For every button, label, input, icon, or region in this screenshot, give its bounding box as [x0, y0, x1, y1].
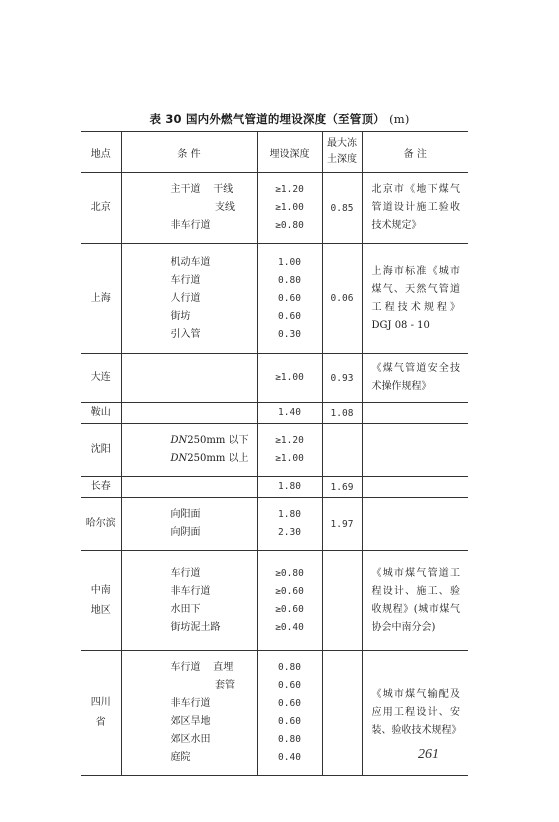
cell-condition	[121, 424, 257, 477]
condition-line: 庭院	[170, 752, 191, 763]
table-row	[81, 424, 468, 477]
depth-value: ≥0.80	[275, 220, 304, 231]
cell-frost-depth	[322, 551, 362, 651]
dn-symbol: DN	[170, 453, 188, 464]
header-frost-line1: 最大冻	[327, 138, 357, 149]
cell-place	[81, 651, 121, 776]
cell-condition	[121, 403, 257, 424]
depth-value: 0.60	[278, 310, 301, 322]
page-number: 261	[418, 747, 439, 762]
depth-value: 1.80	[278, 509, 301, 520]
cell-condition	[121, 651, 257, 776]
table-row	[81, 498, 468, 551]
burial-depth-table	[81, 131, 468, 776]
condition-line: 向阴面	[170, 527, 201, 538]
header-place: 地点	[81, 132, 121, 173]
cell-note: 《城市煤气管道工程设计、施工、验收规程》(城市煤气协会中南分会)	[362, 551, 468, 651]
cell-frost-depth: 1.97	[322, 498, 362, 551]
cell-note: 《煤气管道安全技术操作规程》	[362, 354, 468, 403]
depth-value: 1.00	[278, 256, 301, 268]
depth-value: 0.60	[278, 698, 301, 709]
condition-line: 套管	[170, 680, 236, 691]
depth-value: 1.40	[278, 407, 301, 418]
place-text: 上海	[90, 292, 111, 304]
place-text: 北京	[90, 202, 111, 213]
condition-line: 水田下	[170, 603, 201, 615]
depth-value: ≥1.00	[275, 453, 304, 464]
table-row	[81, 354, 468, 403]
condition-line: 街坊泥土路	[170, 621, 221, 633]
depth-value: 0.40	[278, 752, 301, 763]
cell-frost-depth: 0.06	[322, 244, 362, 354]
cell-place	[81, 424, 121, 477]
header-row	[81, 132, 468, 173]
condition-line: 车行道 直埋	[170, 662, 234, 673]
place-text: 四川省	[90, 697, 111, 728]
depth-value: ≥0.60	[275, 603, 304, 615]
condition-line: 郊区旱地	[170, 716, 211, 727]
condition-line: 街坊	[170, 310, 191, 322]
cell-depth	[257, 354, 322, 403]
depth-value: 0.60	[278, 680, 301, 691]
condition-line: 机动车道	[170, 256, 211, 268]
depth-value: 0.60	[278, 292, 301, 304]
table-body	[81, 173, 468, 776]
place-text: 沈阳	[90, 444, 111, 455]
cell-note	[362, 477, 468, 498]
cell-place	[81, 244, 121, 354]
cell-place	[81, 403, 121, 424]
table-row	[81, 403, 468, 424]
cell-condition	[121, 477, 257, 498]
cell-depth	[257, 403, 322, 424]
cell-place	[81, 551, 121, 651]
place-text: 长春	[90, 481, 111, 492]
condition-line: 车行道	[170, 567, 201, 579]
cell-depth	[257, 551, 322, 651]
cell-note	[362, 424, 468, 477]
header-depth: 埋设深度	[257, 132, 322, 173]
depth-value: 0.60	[278, 716, 301, 727]
place-text: 中南地区	[90, 584, 111, 616]
condition-line: 人行道	[170, 292, 201, 304]
cell-place	[81, 173, 121, 244]
depth-value: 2.30	[278, 527, 301, 538]
condition-line: 非车行道	[170, 220, 211, 231]
condition-line: 支线	[170, 202, 236, 213]
cell-depth	[257, 424, 322, 477]
condition-line: DN250mm 以上	[170, 453, 249, 464]
cell-note: 北京市《地下煤气管道设计施工验收技术规定》	[362, 173, 468, 244]
cell-frost-depth	[322, 424, 362, 477]
header-frost	[322, 132, 362, 173]
condition-line: 非车行道	[170, 585, 211, 597]
condition-line: 引入管	[170, 328, 201, 340]
depth-value: ≥0.60	[275, 585, 304, 597]
depth-value: 0.80	[278, 274, 301, 286]
condition-line: 主干道 干线	[170, 184, 234, 195]
depth-value: ≥1.00	[275, 372, 304, 383]
condition-line: 向阳面	[170, 509, 201, 520]
table-row	[81, 477, 468, 498]
place-text: 哈尔滨	[85, 518, 116, 529]
cell-condition	[121, 551, 257, 651]
cell-condition	[121, 498, 257, 551]
header-note: 备 注	[362, 132, 468, 173]
depth-value: 0.80	[278, 662, 301, 673]
cell-depth	[257, 651, 322, 776]
cell-condition	[121, 244, 257, 354]
cell-note	[362, 498, 468, 551]
condition-line: 车行道	[170, 274, 201, 286]
depth-value: 0.30	[278, 328, 301, 340]
cell-frost-depth: 1.69	[322, 477, 362, 498]
cell-note: 上海市标准《城市煤气、天然气管道工程技术规程》DGJ 08 - 10	[362, 244, 468, 354]
cell-depth	[257, 173, 322, 244]
cell-place	[81, 498, 121, 551]
depth-value: ≥1.00	[275, 202, 304, 213]
depth-value: 1.80	[278, 481, 301, 492]
cell-place	[81, 354, 121, 403]
table-row	[81, 244, 468, 354]
cell-frost-depth: 0.93	[322, 354, 362, 403]
header-frost-line2: 土深度	[327, 154, 357, 165]
cell-frost-depth: 1.08	[322, 403, 362, 424]
cell-depth	[257, 498, 322, 551]
depth-value: ≥1.20	[275, 435, 304, 446]
dn-symbol: DN	[170, 435, 188, 446]
cell-depth	[257, 244, 322, 354]
place-text: 大连	[90, 372, 111, 383]
table-unit: (m)	[389, 112, 410, 126]
cell-note: 《城市煤气输配及应用工程设计、安装、验收技术规程》	[362, 651, 468, 776]
depth-value: ≥1.20	[275, 184, 304, 195]
depth-value: ≥0.40	[275, 621, 304, 633]
table-caption	[0, 111, 559, 127]
condition-line: DN250mm 以下	[170, 435, 249, 446]
depth-value: 0.80	[278, 734, 301, 745]
cell-condition	[121, 173, 257, 244]
cell-place	[81, 477, 121, 498]
cell-depth	[257, 477, 322, 498]
cell-condition	[121, 354, 257, 403]
cell-frost-depth: 0.85	[322, 173, 362, 244]
table-row	[81, 551, 468, 651]
condition-line: 郊区水田	[170, 734, 211, 745]
table-row	[81, 173, 468, 244]
cell-frost-depth	[322, 651, 362, 776]
table-title: 表 30 国内外燃气管道的埋设深度（至管顶）	[149, 112, 385, 126]
cell-note	[362, 403, 468, 424]
header-condition: 条 件	[121, 132, 257, 173]
depth-value: ≥0.80	[275, 567, 304, 579]
place-text: 鞍山	[90, 407, 111, 418]
table-row	[81, 651, 468, 776]
condition-line: 非车行道	[170, 698, 211, 709]
